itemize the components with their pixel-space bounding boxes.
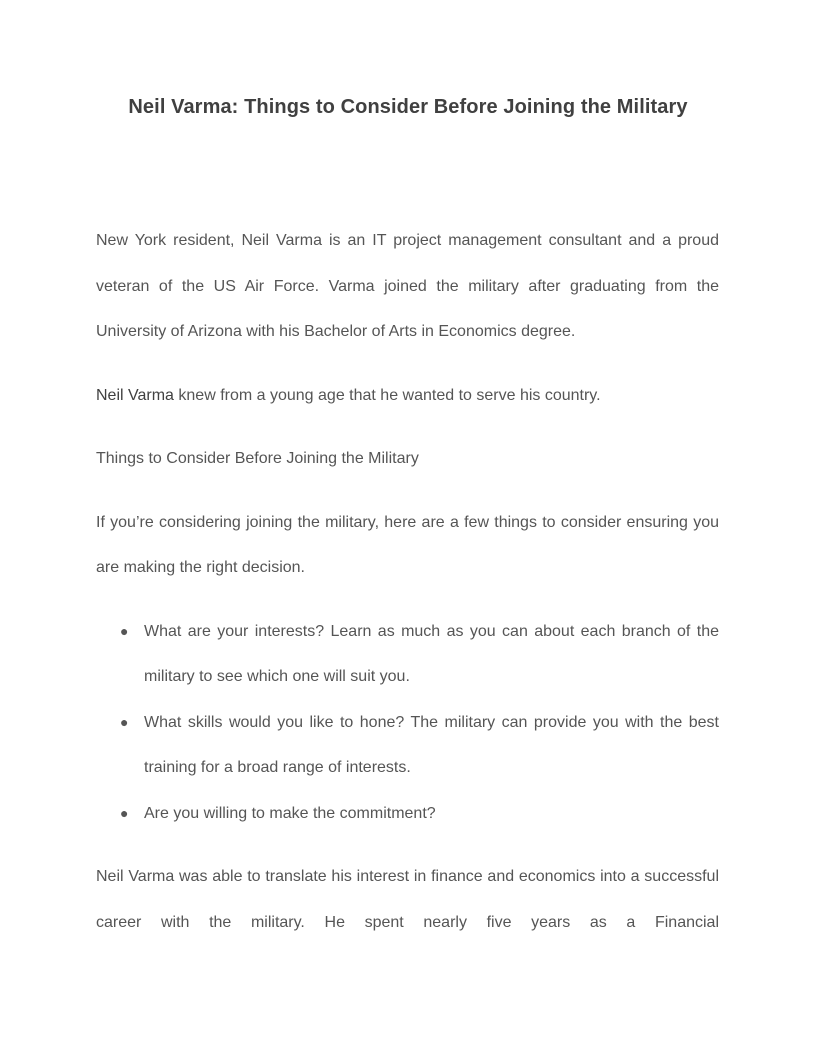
list-item-text: What are your interests? Learn as much as you can about each branch of the military to see which one will suit you. (144, 622, 719, 685)
document-body (96, 218, 719, 963)
intro-paragraph: New York resident, Neil Varma is an IT project management consultant and a proud veteran of the US Air Force. Varma joined the military after graduating from the University of Arizona with his Bachelor of Arts in Economics degree. (96, 232, 719, 340)
name-reference: Neil Varma (96, 386, 174, 404)
bullet-icon: ● (120, 622, 129, 639)
list-item-text: Are you willing to make the commitment? (144, 804, 436, 822)
considerations-list (96, 609, 719, 837)
list-item (120, 609, 719, 700)
list-item-text: What skills would you like to hone? The military can provide you with the best training for a broad range of interests. (144, 713, 719, 776)
list-item (120, 700, 719, 791)
bullet-icon: ● (120, 713, 129, 730)
bullet-icon: ● (120, 804, 129, 821)
considering-paragraph: If you’re considering joining the military, here are a few things to consider ensuring you are making the right decision. (96, 513, 719, 576)
closing-paragraph: Neil Varma was able to translate his interest in finance and economics into a successful career with the military. He spent nearly five years as a Financial (96, 868, 719, 931)
young-age-paragraph (96, 373, 719, 419)
document-title: Neil Varma: Things to Consider Before Joining the Military (128, 96, 688, 118)
list-item (120, 791, 719, 837)
young-age-text: knew from a young age that he wanted to serve his country. (173, 386, 601, 404)
subheading-paragraph: Things to Consider Before Joining the Military (96, 450, 419, 467)
